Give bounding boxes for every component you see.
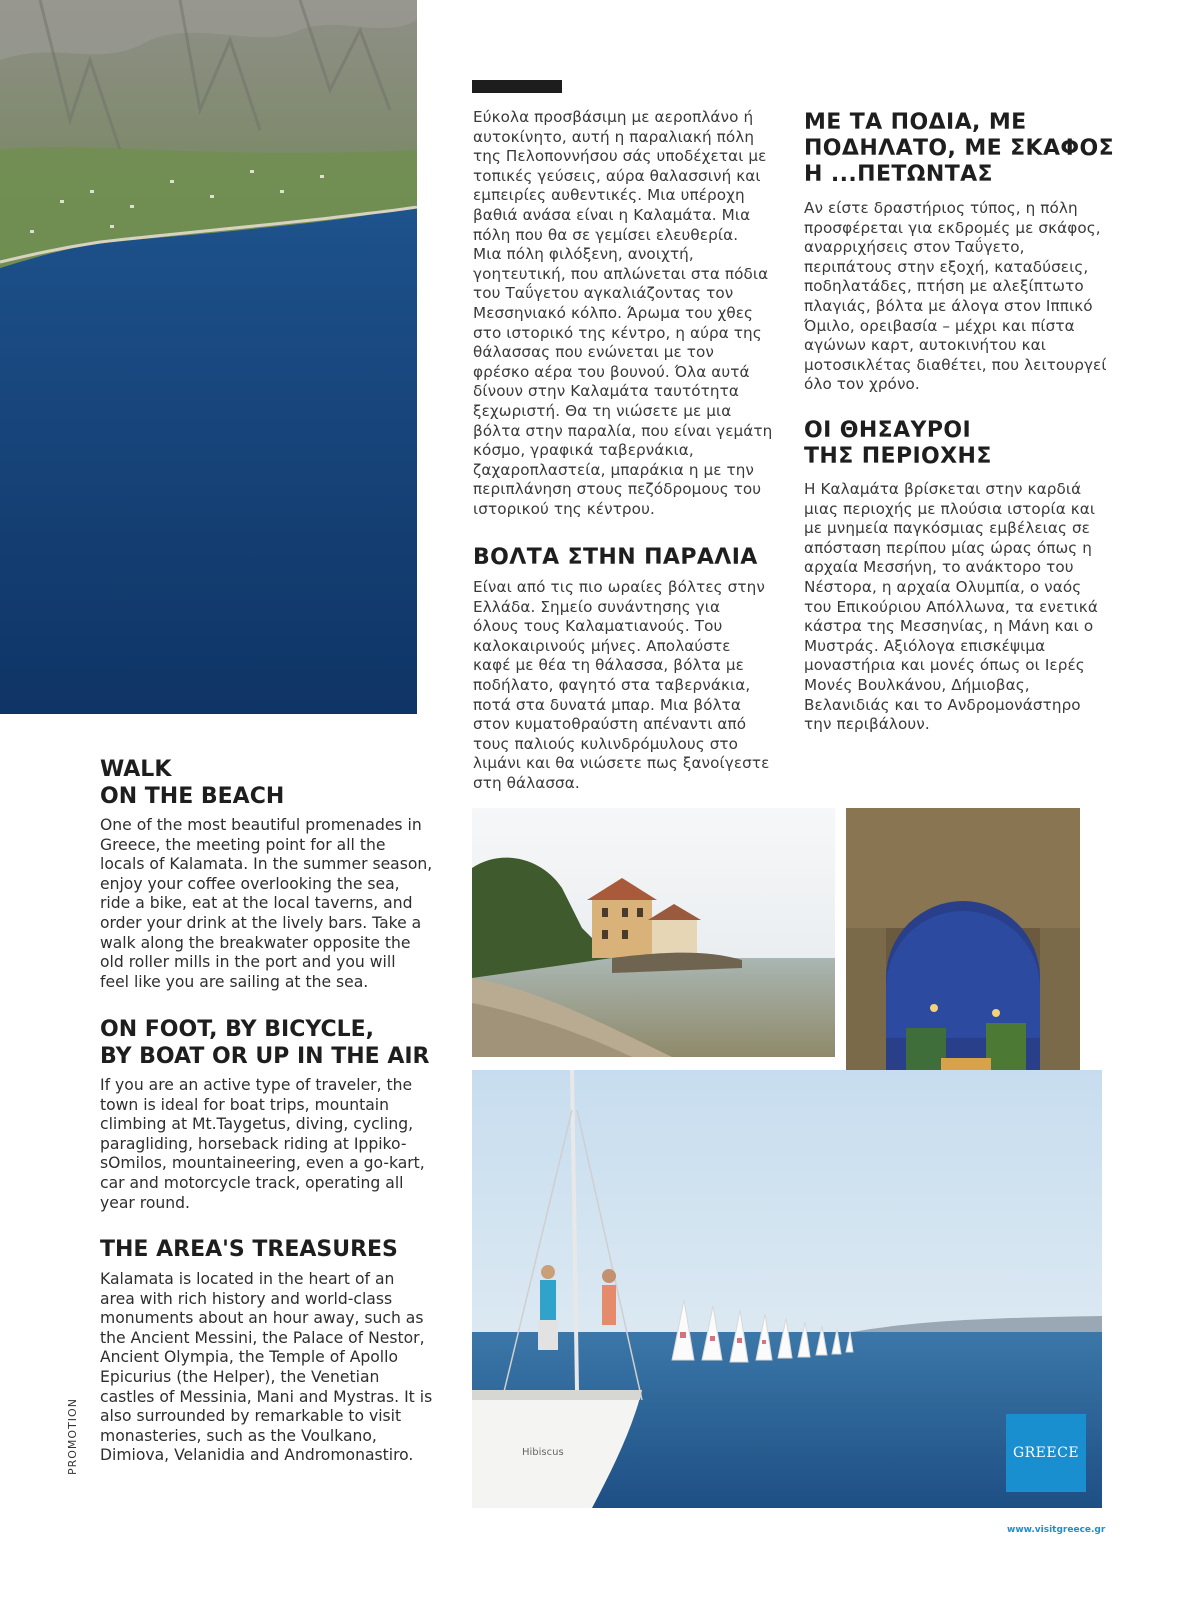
text-line: Βελανιδιάς και το Ανδρομονάστηρο xyxy=(804,695,1081,714)
text-line: βόλτα στην παραλία, που είναι γεμάτη xyxy=(473,421,773,440)
foot-heading-gr xyxy=(804,110,1114,188)
text-line: την περιβάλουν. xyxy=(804,715,930,734)
text-line: μοναστήρια και μονές όπως οι Ιερές xyxy=(804,656,1085,675)
text-line: κάστρα της Μεσσηνίας, η Μάνη και ο xyxy=(804,617,1094,636)
text-line: Epicurius (the Helper), the Venetian xyxy=(100,1367,380,1386)
greece-logo xyxy=(1006,1414,1086,1492)
text-line: Ancient Olympia, the Temple of Apollo xyxy=(100,1348,399,1367)
text-line: τους παλιούς κυλινδρόμυλους στο xyxy=(473,734,739,753)
text-line: ride a bike, eat at the local taverns, and xyxy=(100,894,413,913)
boat-name-label: Hibiscus xyxy=(522,1447,564,1458)
text-line: τοπικές γεύσεις, αύρα θαλασσινή και xyxy=(473,166,761,185)
text-line: αυτοκίνητο, αυτή η παραλιακή πόλη xyxy=(473,127,755,146)
text-line: monuments about an hour away, such as xyxy=(100,1309,424,1328)
text-line: ξεχωριστή. Θα τη νιώσετε με μια xyxy=(473,401,732,420)
treasures-paragraph-en xyxy=(100,1270,432,1466)
text-line: town is ideal for boat trips, mountain xyxy=(100,1095,389,1114)
text-line: Αν είστε δραστήριος τύπος, η πόλη xyxy=(804,199,1078,217)
beach-paragraph-gr xyxy=(473,578,769,794)
text-line: του Ταΰγετου αγκαλιάζοντας τον xyxy=(473,284,734,303)
promotion-label: PROMOTION xyxy=(66,1398,79,1475)
treasures-heading-en: THE AREA'S TREASURES xyxy=(100,1237,398,1262)
beach-heading-gr: ΒΟΛΤΑ ΣΤΗΝ ΠΑΡΑΛΙΑ xyxy=(473,545,758,570)
treasures-paragraph-gr xyxy=(804,480,1098,735)
text-line: περιπάτους στην εξοχή, καταδύσεις, xyxy=(804,257,1089,276)
text-line: περιπλάνηση στους πεζόδρομους του xyxy=(473,480,762,499)
text-line: Ελλάδα. Σημείο συνάντησης για xyxy=(473,597,721,616)
text-line: monasteries, such as the Voulkano, xyxy=(100,1426,377,1445)
walk-paragraph-en xyxy=(100,816,432,992)
text-line: πλαγιάς, βόλτα με άλογα στον Ιππικό xyxy=(804,296,1093,315)
heading-line: WALK xyxy=(100,757,172,782)
text-line: enjoy your coffee overlooking the sea, xyxy=(100,874,400,893)
text-line: ποδήλατο, φαγητό στα ταβερνάκια, xyxy=(473,675,751,694)
text-line: στον κυματοθραύστη απέναντι από xyxy=(473,715,747,734)
heading-line: ΜΕ ΤΑ ΠΟΔΙΑ, ΜΕ xyxy=(804,110,1027,135)
text-line: δίνουν στην Καλαμάτα ταυτότητα xyxy=(473,382,739,401)
intro-paragraph-gr xyxy=(473,108,772,519)
text-line: στο ιστορικό της κέντρο, η αύρα της xyxy=(473,323,762,342)
accent-bar xyxy=(472,80,562,93)
text-line: the Ancient Messini, the Palace of Nestor, xyxy=(100,1328,425,1347)
text-line: αγώνων καρτ, αυτοκινήτου και xyxy=(804,336,1047,355)
text-line: Μονές Βουλκάνου, Δήμιοβας, xyxy=(804,675,1030,694)
text-line: climbing at Mt.Taygetus, diving, cycling, xyxy=(100,1115,414,1134)
heading-line: Η ...ΠΕΤΩΝΤΑΣ xyxy=(804,162,993,187)
text-line: area with rich history and world-class xyxy=(100,1289,393,1308)
text-line: Greece, the meeting point for all the xyxy=(100,835,386,854)
heading-line: ON THE BEACH xyxy=(100,784,285,809)
text-line: βαθιά ανάσα είναι η Καλαμάτα. Μια xyxy=(473,205,751,224)
text-line: Εύκολα προσβάσιμη με αεροπλάνο ή xyxy=(473,108,754,126)
text-line: καφέ με θέα τη θάλασσα, βόλτα με xyxy=(473,656,744,675)
text-line: One of the most beautiful promenades in xyxy=(100,816,422,834)
text-line: Νέστορα, η αρχαία Ολυμπία, ο ναός xyxy=(804,577,1082,596)
text-line: Η Καλαμάτα βρίσκεται στην καρδιά xyxy=(804,480,1082,498)
text-line: Μια πόλη φιλόξενη, ανοιχτή, xyxy=(473,245,694,264)
text-line: feel like you are sailing at the sea. xyxy=(100,972,369,991)
heading-line: ΠΟΔΗΛΑΤΟ, ΜΕ ΣΚΑΦΟΣ xyxy=(804,136,1115,161)
foot-paragraph-en xyxy=(100,1076,425,1213)
foot-heading-en xyxy=(100,1016,429,1070)
visitgreece-url[interactable]: www.visitgreece.gr xyxy=(1007,1525,1106,1535)
text-line: walk along the breakwater opposite the xyxy=(100,933,411,952)
text-line: car and motorcycle track, operating all xyxy=(100,1173,404,1192)
heading-line: ΟΙ ΘΗΣΑΥΡΟΙ xyxy=(804,418,972,443)
text-line: λιμάνι και θα νιώσετε πως ξανοίγεστε xyxy=(473,754,770,773)
text-line: του Επικούριου Απόλλωνα, τα ενετικά xyxy=(804,597,1098,616)
foot-paragraph-gr xyxy=(804,199,1107,395)
text-line: year round. xyxy=(100,1193,190,1212)
text-line: ποδηλατάδες, πτήση με αλεξίπτωτο xyxy=(804,277,1084,296)
text-line: αρχαία Μεσσήνη, το ανάκτορο του xyxy=(804,558,1074,577)
text-line: castles of Messinia, Mani and Mystras. It is xyxy=(100,1387,433,1406)
text-line: Είναι από τις πιο ωραίες βόλτες στην xyxy=(473,578,765,596)
text-line: κόσμο, γραφικά ταβερνάκια, xyxy=(473,441,694,460)
text-line: old roller mills in the port and you will xyxy=(100,953,396,972)
treasures-heading-gr xyxy=(804,418,992,470)
text-line: αναρριχήσεις στον Ταΰγετο, xyxy=(804,238,1025,257)
text-line: Όμιλο, ορειβασία – μέχρι και πίστα xyxy=(804,316,1075,335)
text-line: στη θάλασσα. xyxy=(473,773,580,792)
text-line: Dimiova, Velanidia and Andromonastiro. xyxy=(100,1446,414,1465)
text-line: sOmilos, mountaineering, even a go-kart, xyxy=(100,1154,425,1173)
text-line: If you are an active type of traveler, the xyxy=(100,1076,413,1094)
text-line: πόλη που θα σε γεμίσει ελευθερία. xyxy=(473,225,739,244)
text-line: φρέσκο αέρα του βουνού. Όλα αυτά xyxy=(473,362,750,381)
text-line: order your drink at the lively bars. Take a xyxy=(100,913,422,932)
text-line: μιας περιοχής με πλούσια ιστορία και xyxy=(804,499,1096,518)
heading-line: BY BOAT OR UP IN THE AIR xyxy=(100,1044,430,1069)
greece-logo-text: GREECE xyxy=(1012,1445,1080,1461)
heading-line: ΤΗΣ ΠΕΡΙΟΧΗΣ xyxy=(804,444,992,469)
aerial-coast-photo xyxy=(0,0,417,714)
text-line: απόσταση περίπου μίας ώρας όπως η xyxy=(804,538,1092,557)
walk-heading-en xyxy=(100,756,284,810)
text-line: γοητευτική, που απλώνεται στα πόδια xyxy=(473,264,769,283)
heading-line: ON FOOT, BY BICYCLE, xyxy=(100,1017,375,1042)
text-line: θάλασσας που ενώνεται με τον xyxy=(473,343,715,362)
text-line: paragliding, horseback riding at Ippiko- xyxy=(100,1134,407,1153)
text-line: εμπειρίες αυθεντικές. Μια υπέροχη xyxy=(473,186,745,205)
text-line: ποτά στα δυνατά μπαρ. Μια βόλτα xyxy=(473,695,742,714)
text-line: της Πελοποννήσου σάς υποδέχεται με xyxy=(473,147,767,166)
text-line: καλοκαιρινούς μήνες. Απολαύστε xyxy=(473,636,731,655)
text-line: προσφέρεται για εκδρομές με σκάφος, xyxy=(804,218,1101,237)
text-line: ζαχαροπλαστεία, μπαράκια η με την xyxy=(473,460,755,479)
text-line: Kalamata is located in the heart of an xyxy=(100,1270,395,1288)
text-line: όλο τον χρόνο. xyxy=(804,375,920,394)
text-line: όλους τους Καλαματιανούς. Του xyxy=(473,617,723,636)
text-line: locals of Kalamata. In the summer season, xyxy=(100,855,433,874)
text-line: Μεσσηνιακό κόλπο. Άρωμα του χθες xyxy=(473,303,754,322)
text-line: Μυστράς. Αξιόλογα επισκέψιμα xyxy=(804,636,1046,655)
text-line: ιστορικού της κέντρου. xyxy=(473,499,655,518)
coastal-village-photo xyxy=(472,808,835,1057)
text-line: με μνημεία παγκόσμιας εμβέλειας σε xyxy=(804,519,1090,538)
text-line: μοτοσικλέτας διαθέτει, που λειτουργεί xyxy=(804,355,1107,374)
text-line: also surrounded by remarkable to visit xyxy=(100,1407,402,1426)
